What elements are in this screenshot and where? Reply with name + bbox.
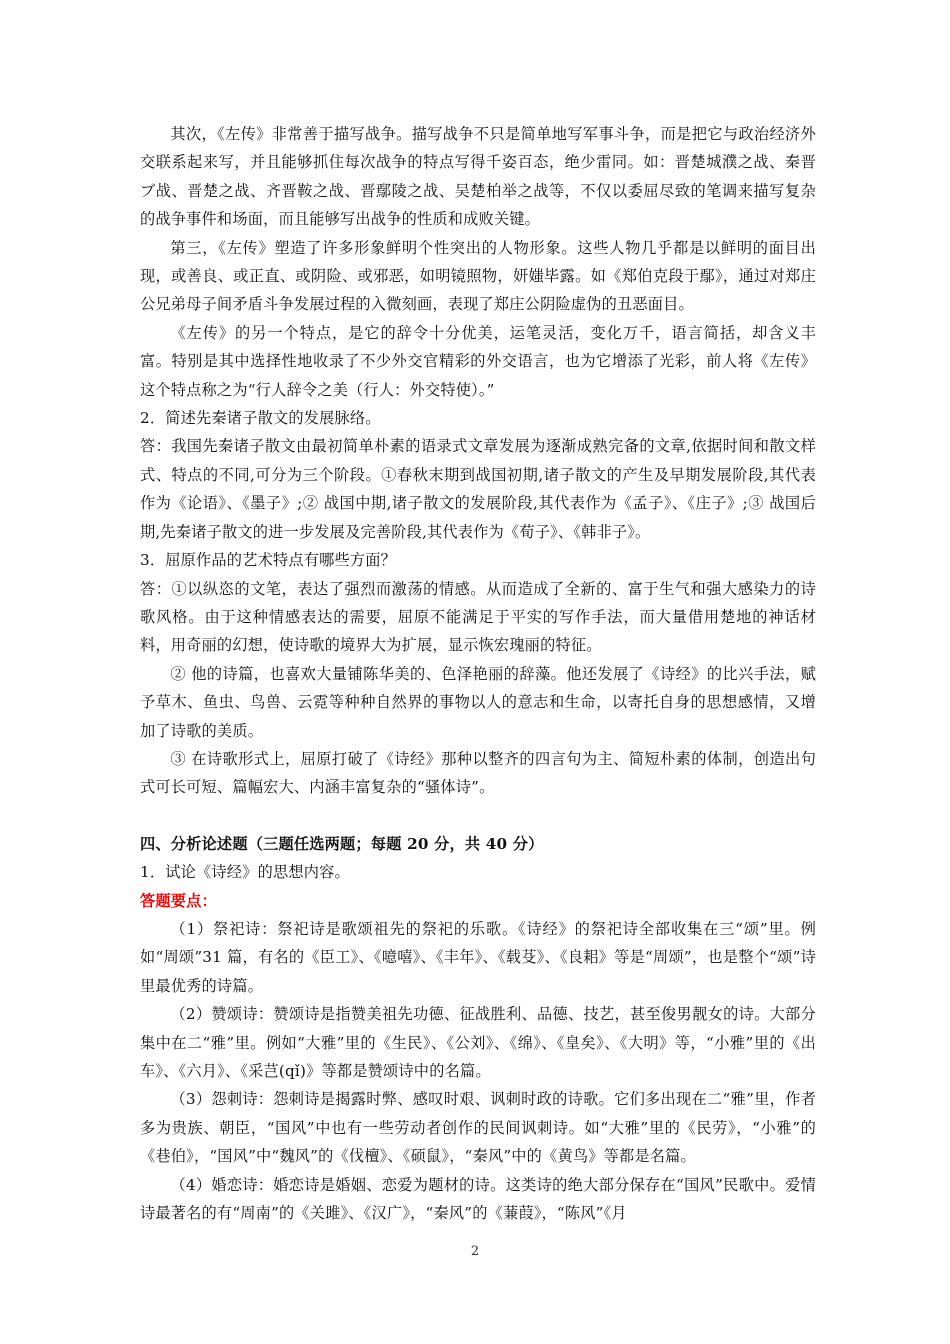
paragraph-zuozhuan-rhetoric: 《左传》的另一个特点，是它的辞令十分优美，运笔灵活，变化万千，语言简括，却含义丰富。特别是其中选择性地收录了不少外交官精彩的外交语言，也为它增添了光彩，前人将《左传》这个特点称之为“行人辞令之美（行人：外交特使）。” <box>140 323 816 399</box>
answer-point-sacrifice: （1）祭祀诗：祭祀诗是歌颂祖先的祭祀的乐歌。《诗经》的祭祀诗全部收集在三“颂”里。例如“周颂”31 篇，有名的《臣工》、《噫嘻》、《丰年》、《载芟》、《良耜》等是“周颂”，也是整个“颂”诗里最优秀的诗篇。 <box>140 919 816 995</box>
question-2: 2．简述先秦诸子散文的发展脉络。 <box>140 409 381 428</box>
section-heading-essay: 四、分析论述题（三题任选两题；每题 20 分，共 40 分） <box>140 834 544 853</box>
answer-point-praise: （2）赞颂诗：赞颂诗是指赞美祖先功德、征战胜利、品德、技艺，甚至俊男靓女的诗。大部分集中在二“雅”里。例如“大雅”里的《生民》、《公刘》、《绵》、《皇矣》、《大明》等，“小雅”里的《出车》、《六月》、《采芑(qǐ)》等都是赞颂诗中的名篇。 <box>140 1005 816 1080</box>
page-number: 2 <box>470 1244 480 1259</box>
answer-2: 答：我国先秦诸子散文由最初简单朴素的语录式文章发展为逐渐成熟完备的文章,依据时间和散文样式、特点的不同,可分为三个阶段。①春秋末期到战国初期,诸子散文的产生及早期发展阶段,其代表作为《论语》、《墨子》;② 战国中期,诸子散文的发展阶段,其代表作为《孟子》、《庄子》;③ 战国后期,先秦诸子散文的进一步发展及完善阶段,其代表作为《荀子》、《韩非子》。 <box>140 437 816 541</box>
answer-point-satire: （3）怨刺诗：怨刺诗是揭露时弊、感叹时艰、讽刺时政的诗歌。它们多出现在二“雅”里，作者多为贵族、朝臣，“国风”中也有一些劳动者创作的民间讽刺诗。如“大雅”里的《民劳》，“小雅”的《巷伯》，“国风”中“魏风”的《伐檀》、《硕鼠》，“秦风”中的《黄鸟》等都是名篇。 <box>140 1090 816 1166</box>
essay-question-1: 1．试论《诗经》的思想内容。 <box>140 863 350 882</box>
paragraph-zuozhuan-characters: 第三，《左传》塑造了许多形象鲜明个性突出的人物形象。这些人物几乎都是以鲜明的面目出现，或善良、或正直、或阴险、或邪恶，如明镜照物，妍媸毕露。如《郑伯克段于鄢》，通过对郑庄公兄弟母子间矛盾斗争发展过程的入微刻画，表现了郑庄公阴险虚伪的丑恶面目。 <box>140 238 816 314</box>
answer-key-label: 答题要点： <box>140 891 217 910</box>
answer-point-love: （4）婚恋诗：婚恋诗是婚姻、恋爱为题材的诗。这类诗的绝大部分保存在“国风”民歌中。爱情诗最著名的有“周南”的《关雎》、《汉广》，“秦风”的《蒹葭》，“陈风”《月 <box>140 1175 816 1223</box>
page-body <box>140 120 816 1227</box>
question-3: 3．屈原作品的艺术特点有哪些方面？ <box>140 551 397 570</box>
answer-3-point-1: 答：①以纵恣的文笔，表达了强烈而激荡的情感。从而造成了全新的、富于生气和强大感染力的诗歌风格。由于这种情感表达的需要，屈原不能满足于平实的写作手法，而大量借用楚地的神话材料，用奇丽的幻想，使诗歌的境界大为扩展，显示恢宏瑰丽的特征。 <box>140 579 816 655</box>
answer-3-point-2: ② 他的诗篇，也喜欢大量铺陈华美的、色泽艳丽的辞藻。他还发展了《诗经》的比兴手法，赋予草木、鱼虫、鸟兽、云霓等种种自然界的事物以人的意志和生命，以寄托自身的思想感情，又增加了诗歌的美质。 <box>140 664 816 740</box>
answer-3-point-3: ③ 在诗歌形式上，屈原打破了《诗经》那种以整齐的四言句为主、简短朴素的体制，创造出句式可长可短、篇幅宏大、内涵丰富复杂的“骚体诗”。 <box>140 749 816 797</box>
paragraph-zuozhuan-war: 其次，《左传》非常善于描写战争。描写战争不只是简单地写军事斗争，而是把它与政治经济外交联系起来写，并且能够抓住每次战争的特点写得千姿百态，绝少雷同。如：晋楚城濮之战、秦晋ブ战、晋楚之战、齐晋鞍之战、晋鄢陵之战、吴楚柏举之战等，不仅以委屈尽致的笔调来描写复杂的战争事件和场面，而且能够写出战争的性质和成败关键。 <box>140 125 816 229</box>
